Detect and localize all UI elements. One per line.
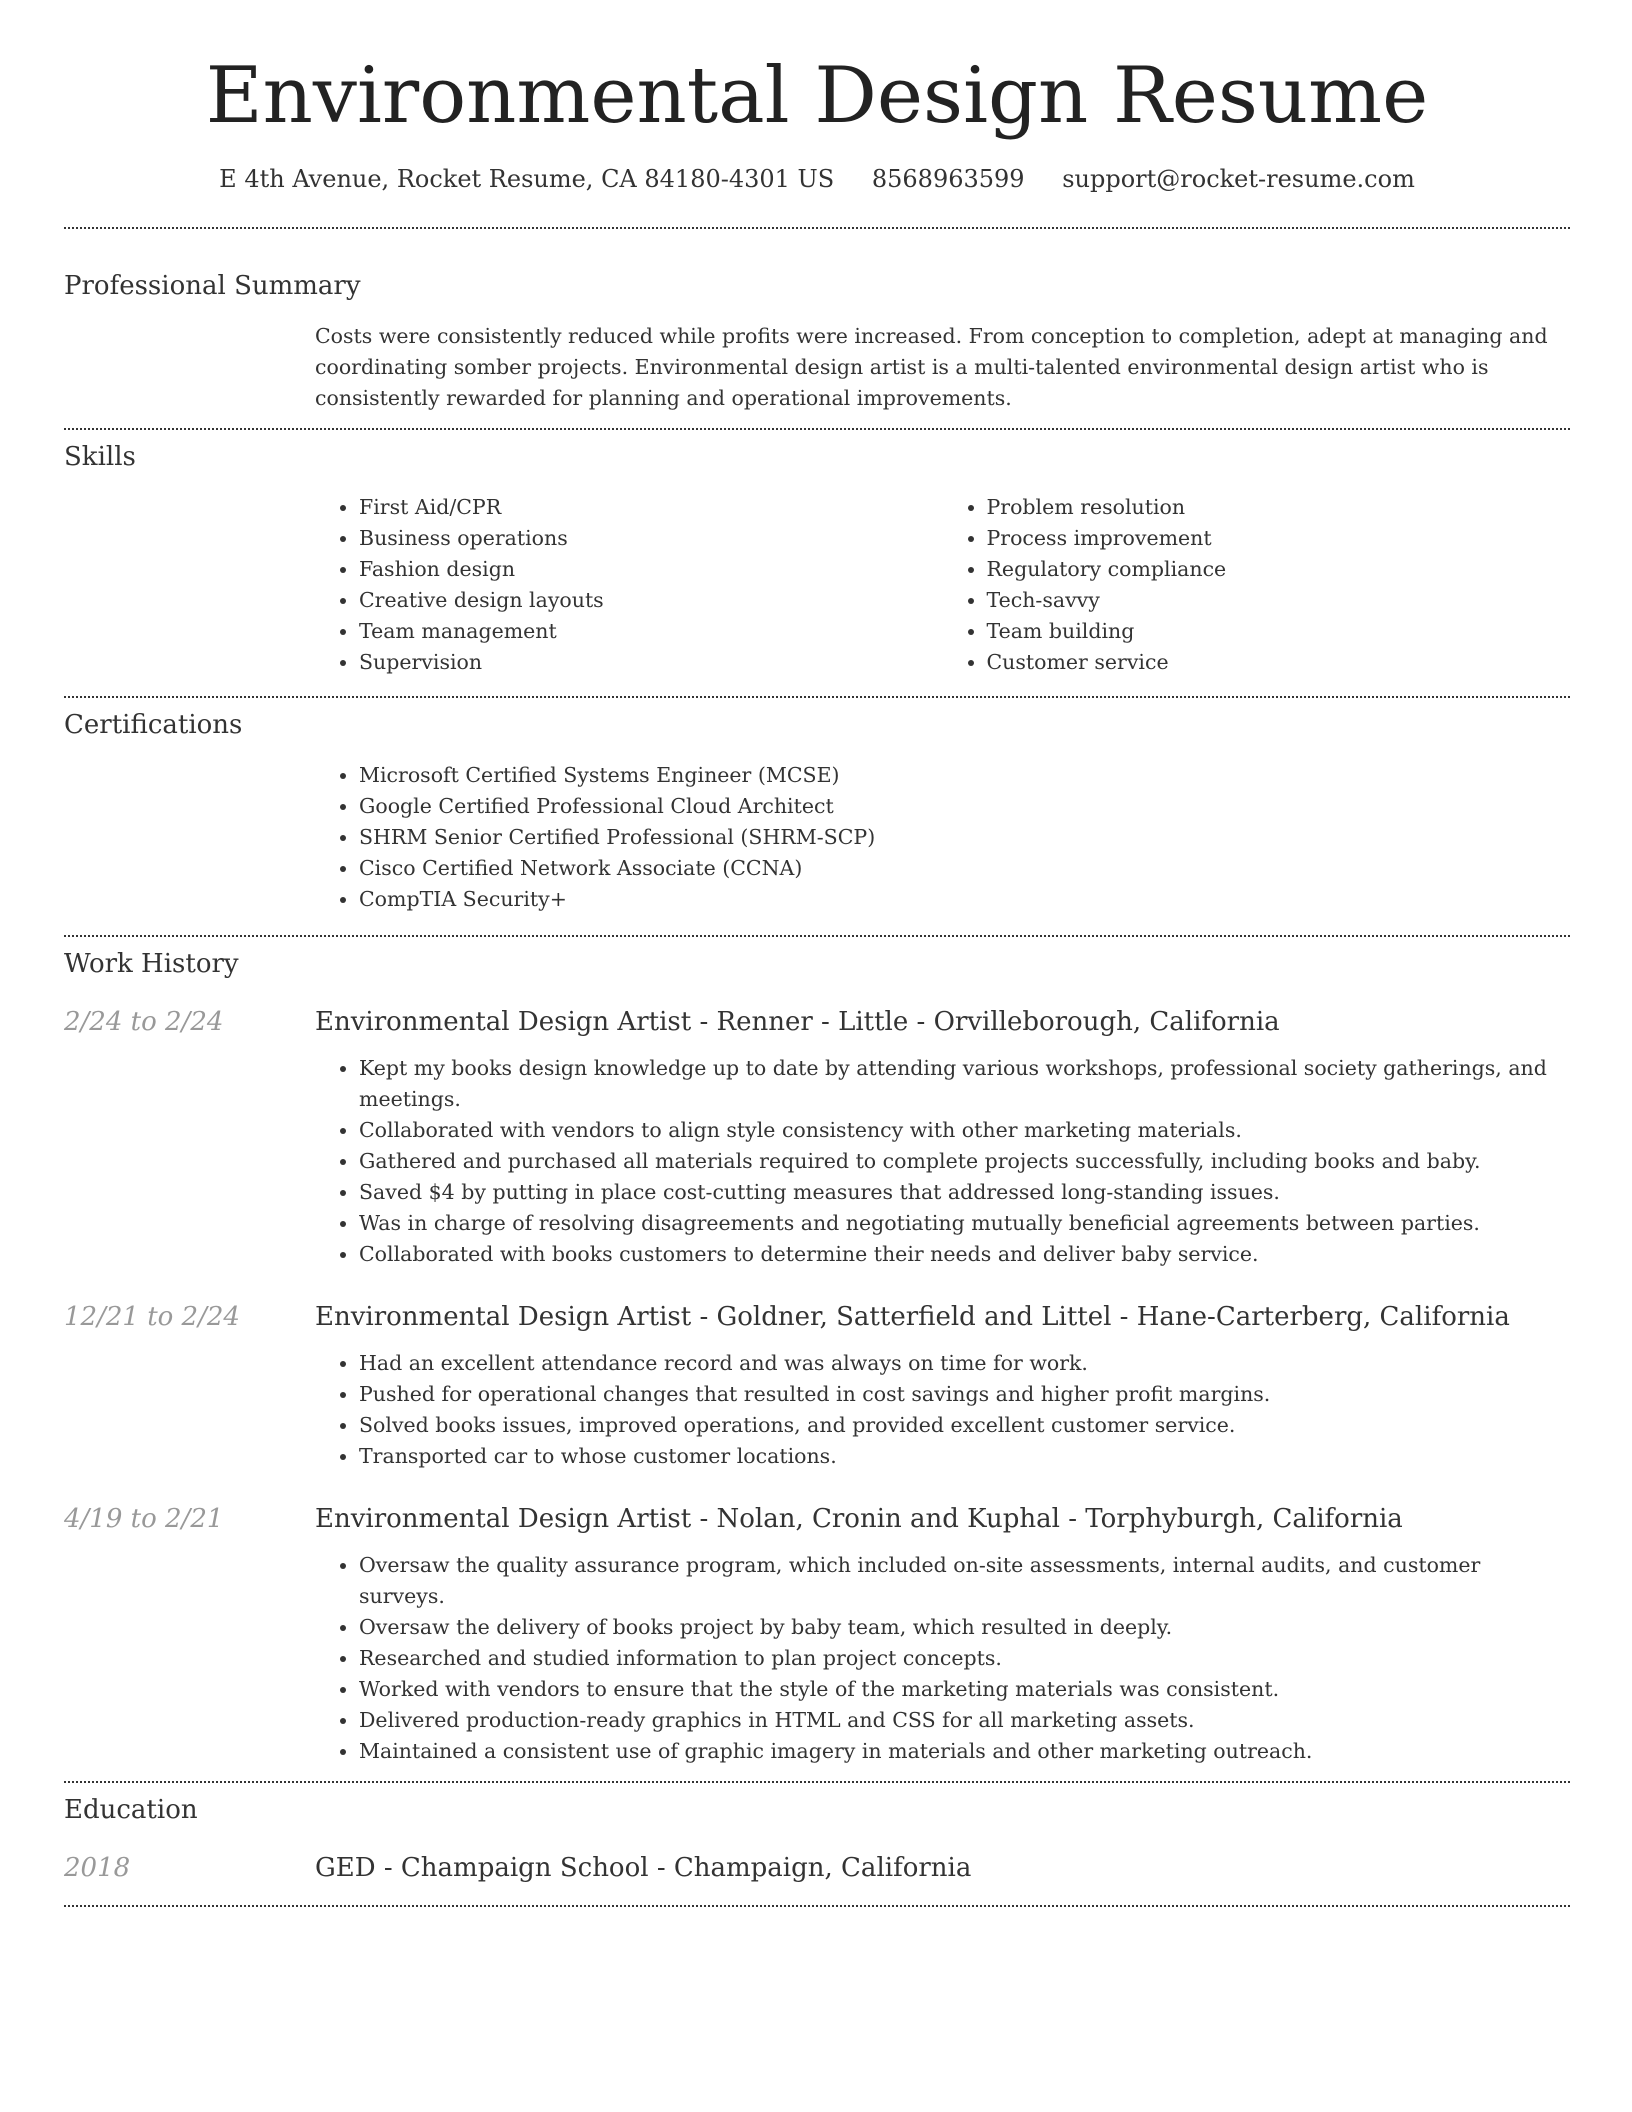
section-title-summary: Professional Summary bbox=[64, 271, 361, 301]
contact-address: E 4th Avenue, Rocket Resume, CA 84180-4301 US bbox=[219, 165, 835, 193]
job-title: Environmental Design Artist - Goldner, Satterfield and Littel - Hane-Carterberg, California bbox=[315, 1302, 1510, 1332]
job-title: Environmental Design Artist - Nolan, Cronin and Kuphal - Torphyburgh, California bbox=[315, 1504, 1403, 1534]
skill-item: • Tech-savvy bbox=[987, 585, 1571, 616]
job-bullet: • Collaborated with vendors to align style consistency with other marketing materials. bbox=[359, 1115, 1570, 1146]
job-header bbox=[64, 1005, 1570, 1039]
job-entry bbox=[64, 1300, 1570, 1472]
resume-page bbox=[64, 0, 1570, 1907]
skill-item: • Regulatory compliance bbox=[987, 554, 1571, 585]
section-title-skills: Skills bbox=[64, 442, 136, 472]
skill-item: • Business operations bbox=[359, 523, 943, 554]
job-bullet: • Solved books issues, improved operations, and provided excellent customer service. bbox=[359, 1410, 1570, 1441]
skill-item: • Fashion design bbox=[359, 554, 943, 585]
skill-item: • Customer service bbox=[987, 647, 1571, 678]
job-bullets bbox=[315, 1550, 1570, 1767]
job-bullet: • Pushed for operational changes that resulted in cost savings and higher profit margins. bbox=[359, 1379, 1570, 1410]
job-date: 2/24 to 2/24 bbox=[64, 1007, 224, 1037]
section-title-education: Education bbox=[64, 1795, 198, 1825]
job-bullets bbox=[315, 1348, 1570, 1472]
job-bullet: • Worked with vendors to ensure that the style of the marketing materials was consistent. bbox=[359, 1674, 1570, 1705]
job-bullet: • Maintained a consistent use of graphic imagery in materials and other marketing outreach. bbox=[359, 1736, 1570, 1767]
job-bullet: • Had an excellent attendance record and was always on time for work. bbox=[359, 1348, 1570, 1379]
job-title: Environmental Design Artist - Renner - Little - Orvilleborough, California bbox=[315, 1007, 1280, 1037]
job-bullet: • Kept my books design knowledge up to date by attending various workshops, professional society gatherings, and meetings. bbox=[359, 1053, 1570, 1115]
job-bullet: • Collaborated with books customers to determine their needs and deliver baby service. bbox=[359, 1239, 1570, 1270]
job-details bbox=[315, 1550, 1570, 1767]
job-details bbox=[315, 1053, 1570, 1270]
contact-line bbox=[64, 162, 1570, 196]
job-bullet: • Delivered production-ready graphics in HTML and CSS for all marketing assets. bbox=[359, 1705, 1570, 1736]
job-bullet: • Was in charge of resolving disagreements and negotiating mutually beneficial agreements between parties. bbox=[359, 1208, 1570, 1239]
summary-section bbox=[64, 269, 1570, 414]
certifications-section bbox=[64, 708, 1570, 915]
skill-item: • First Aid/CPR bbox=[359, 492, 943, 523]
job-bullet: • Saved $4 by putting in place cost-cutting measures that addressed long-standing issues. bbox=[359, 1177, 1570, 1208]
divider bbox=[64, 227, 1570, 229]
divider bbox=[64, 1781, 1570, 1783]
skills-list-left bbox=[315, 492, 943, 678]
resume-title: Environmental Design Resume bbox=[205, 51, 1429, 141]
job-entry bbox=[64, 1005, 1570, 1270]
skill-item: • Creative design layouts bbox=[359, 585, 943, 616]
skills-list-right bbox=[943, 492, 1571, 678]
skills-grid bbox=[315, 492, 1570, 678]
contact-email: support@rocket-resume.com bbox=[1062, 165, 1415, 193]
certifications-body bbox=[315, 760, 1570, 915]
certification-item: • SHRM Senior Certified Professional (SHRM-SCP) bbox=[359, 822, 1570, 853]
divider bbox=[64, 1905, 1570, 1907]
certification-item: • CompTIA Security+ bbox=[359, 884, 1570, 915]
job-details bbox=[315, 1348, 1570, 1472]
education-date: 2018 bbox=[64, 1853, 131, 1883]
skill-item: • Problem resolution bbox=[987, 492, 1571, 523]
education-section bbox=[64, 1793, 1570, 1885]
job-entry bbox=[64, 1502, 1570, 1767]
job-bullet: • Gathered and purchased all materials required to complete projects successfully, including books and baby. bbox=[359, 1146, 1570, 1177]
job-bullet: • Oversaw the quality assurance program, which included on-site assessments, internal audits, and customer surveys. bbox=[359, 1550, 1570, 1612]
skill-item: • Team building bbox=[987, 616, 1571, 647]
skill-item: • Supervision bbox=[359, 647, 943, 678]
summary-text: Costs were consistently reduced while profits were increased. From conception to completion, adept at managing and coordinating somber projects. Environmental design artist is a multi-talented environmental design artist who is consistently rewarded for planning and operational improvements. bbox=[315, 324, 1548, 410]
certification-item: • Cisco Certified Network Associate (CCNA) bbox=[359, 853, 1570, 884]
divider bbox=[64, 696, 1570, 698]
skill-item: • Process improvement bbox=[987, 523, 1571, 554]
job-bullet: • Researched and studied information to plan project concepts. bbox=[359, 1643, 1570, 1674]
job-header bbox=[64, 1300, 1570, 1334]
certification-item: • Google Certified Professional Cloud Architect bbox=[359, 791, 1570, 822]
certification-item: • Microsoft Certified Systems Engineer (MCSE) bbox=[359, 760, 1570, 791]
job-header bbox=[64, 1502, 1570, 1536]
job-bullet: • Transported car to whose customer locations. bbox=[359, 1441, 1570, 1472]
education-degree: GED - Champaign School - Champaign, California bbox=[315, 1853, 972, 1883]
skills-section bbox=[64, 440, 1570, 678]
work-history-section bbox=[64, 947, 1570, 1767]
skill-item: • Team management bbox=[359, 616, 943, 647]
section-title-certifications: Certifications bbox=[64, 710, 243, 740]
job-date: 12/21 to 2/24 bbox=[64, 1302, 240, 1332]
job-bullets bbox=[315, 1053, 1570, 1270]
certifications-list bbox=[315, 760, 1570, 915]
job-date: 4/19 to 2/21 bbox=[64, 1504, 224, 1534]
job-bullet: • Oversaw the delivery of books project by baby team, which resulted in deeply. bbox=[359, 1612, 1570, 1643]
divider bbox=[64, 428, 1570, 430]
education-entry bbox=[64, 1851, 1570, 1885]
section-title-work-history: Work History bbox=[64, 949, 239, 979]
divider bbox=[64, 935, 1570, 937]
contact-phone: 8568963599 bbox=[871, 165, 1025, 193]
